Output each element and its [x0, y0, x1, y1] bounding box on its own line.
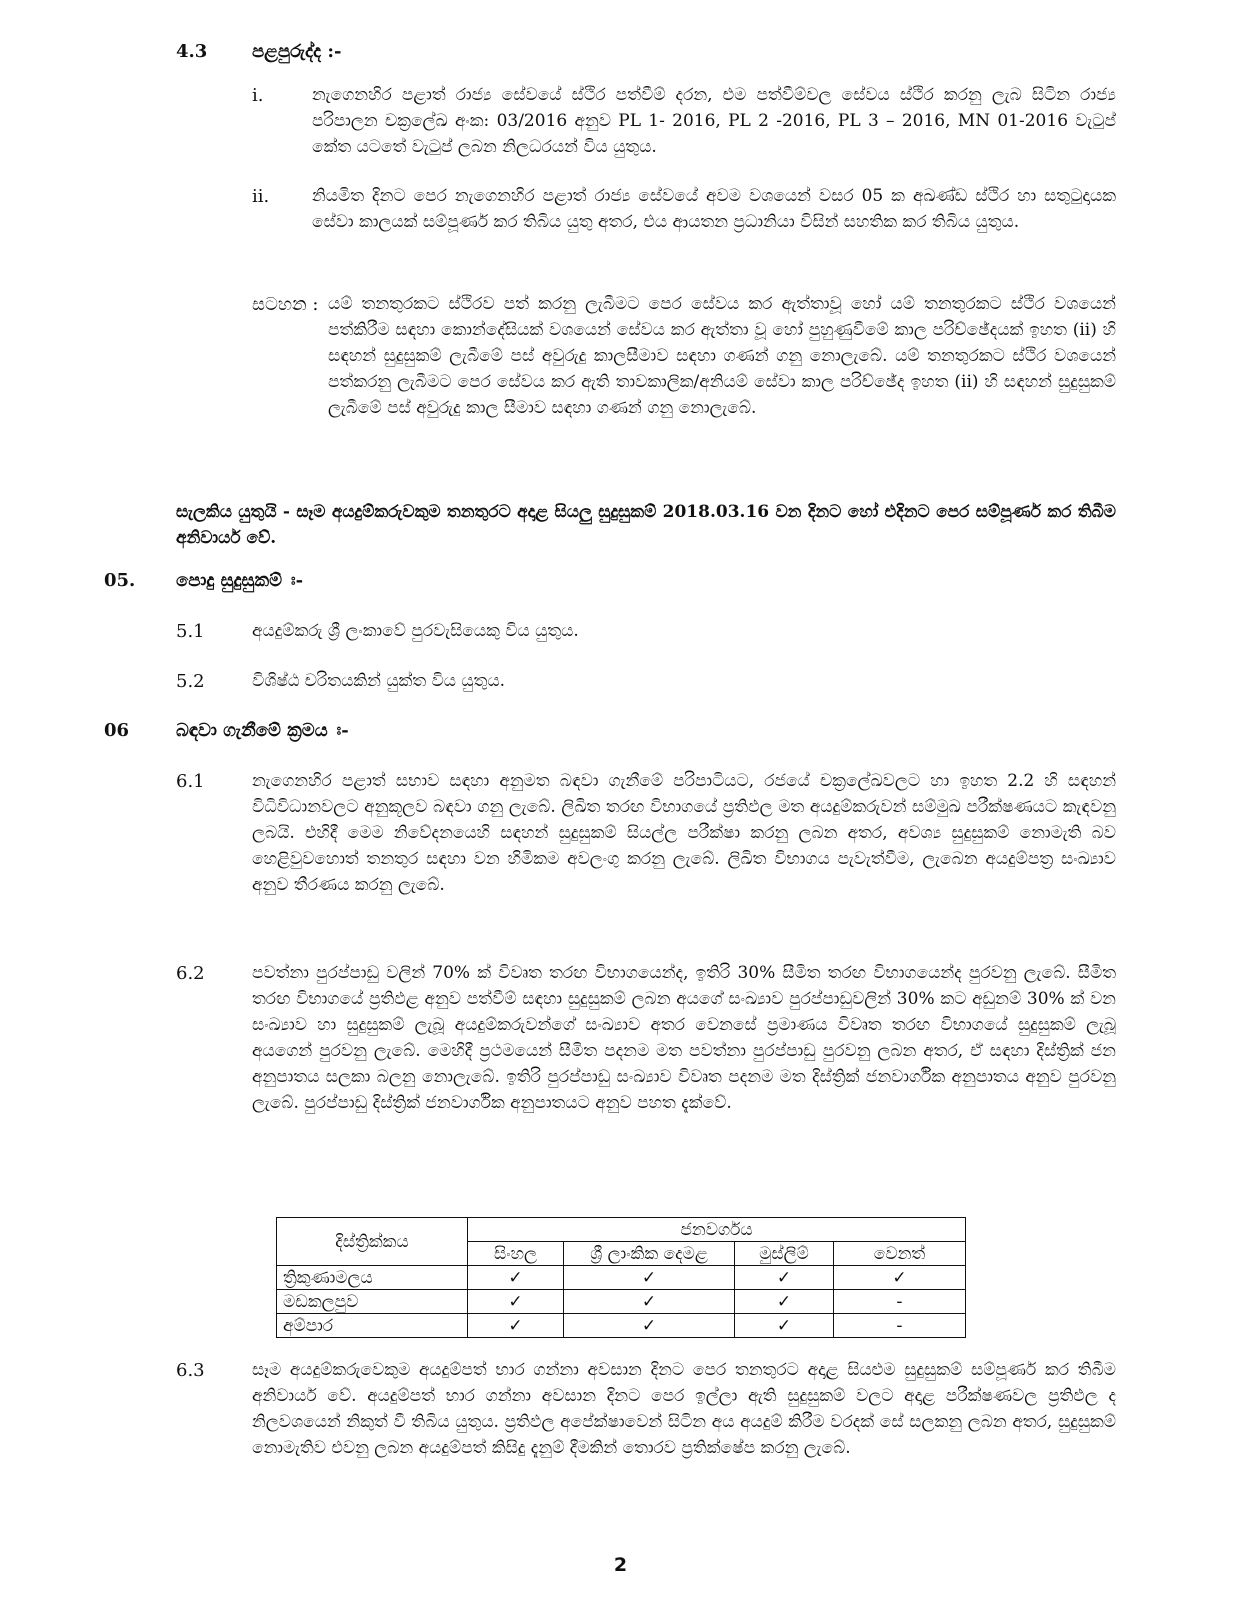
ethnicity-table: [276, 1217, 966, 1338]
ethnicity-group-header: ජනවර්ගය: [468, 1218, 966, 1242]
item-text: විශිෂ්ඨ චරිතයකින් යුක්ත විය යුතුය.: [252, 671, 506, 691]
notice-label: සැලකිය යුතුයි -: [176, 502, 290, 522]
table-cell: ✓: [468, 1290, 564, 1314]
item-text: නැගෙනහිර පළාත් රාජ්‍ය සේවයේ ස්ථිර පත්වීම් දරන, එම පත්වීම්වල සේවය ස්ථිර කරනු ලැබ සිටින රාජ්‍ය පරිපාලන චක්‍රලේඛ අංක: 03/2016 අනුව PL 1- 2016, PL 2 -2016, PL 3 – 2016, MN 01-2016 වැටුප් කේත යටතේ වැටුප් ලබන නිලධරයන් විය යුතුය.: [312, 85, 1116, 157]
district-cell: ත්‍රිකුණාමලය: [277, 1266, 468, 1290]
item-number: 6.1: [176, 771, 205, 792]
district-cell: අම්පාර: [277, 1314, 468, 1338]
table-cell: ✓: [735, 1314, 834, 1338]
column-header: ශ්‍රී ලාංකික දෙමළ: [564, 1242, 735, 1266]
table-cell: ✓: [564, 1290, 735, 1314]
column-header: වෙනත්: [834, 1242, 966, 1266]
section-title: පොදු සුදුසුකම් ඃ-: [176, 570, 304, 591]
note-label: සටහන :: [252, 294, 319, 315]
item-text: පවත්නා පුරප්පාඩු වලින් 70% ක් විවෘත තරඟ විභාගයෙන්ද, ඉතිරි 30% සීමිත තරඟ විභාගයෙන්ද පුරවනු ලැබේ. සීමිත තරඟ විභාගයේ ප්‍රතිඵළ අනුව පත්වීම් සඳහා සුදුසුකම් ලබන අයගේ සංඛ්‍යාව පුරප්පාඩුවලින් 30% කට අඩුනම් 30% ක් වන සංඛ්‍යාව හා සුදුසුකම් ලැබූ අයදුම්කරුවන්ගේ සංඛ්‍යාව අතර වෙනසේ ප්‍රමාණය විවෘත තරඟ විභාගයේ සුදුසුකම් ලැබූ අයගෙන් පුරවනු ලැබේ. මෙහිදී ප්‍රථමයෙන් සීමිත පදනම මත පවත්නා පුරප්පාඩු පුරවනු ලබන අතර, ඒ සඳහා දිස්ත්‍රික් ජන අනුපාතය සලකා බලනු නොලැබේ. ඉතිරි පුරප්පාඩු සංඛ්‍යාව විවෘත පදනම මත දිස්ත්‍රික් ජනවාර්ගික අනුපාතය අනුව පුරවනු ලැබේ. පුරප්පාඩු දිස්ත්‍රික් ජනවාර්ගික අනුපාතයට අනුව පහත දැක්වේ.: [252, 963, 1116, 1113]
table-row: [277, 1314, 966, 1338]
district-header: දිස්ත්‍රික්කය: [277, 1218, 468, 1266]
item-number: 5.2: [176, 671, 205, 692]
table-row: [277, 1266, 966, 1290]
table-cell: ✓: [735, 1266, 834, 1290]
column-header: සිංහල: [468, 1242, 564, 1266]
item-text: සෑම අයදුම්කරුවෙකුම අයදුම්පත් භාර ගන්නා අවසාන දිනට පෙර තනතුරට අදාළ සියළුම සුදුසුකම් සම්පූර්ණ කර තිබීම අනිවාර්ය වේ. අයදුම්පත් භාර ගන්නා අවසාන දිනට පෙර ඉල්ලා ඇති සුදුසුකම් වලට අදාළ පරීක්ෂණවල ප්‍රතිඵල ද නිලවශයෙන් නිකුත් වී තිබිය යුතුය. ප්‍රතිඵල අපේක්ෂාවෙන් සිටින අය අයදුම් කිරීම වරදක් සේ සලකනු ලබන අතර, සුදුසුකම් නොමැතිව එවනු ලබන අයදුම්පත් කිසිදු දැනුම් දීමකින් තොරව ප්‍රතික්ෂේප කරනු ලැබේ.: [252, 1360, 1116, 1458]
important-notice: [176, 499, 1116, 551]
page-number: 2: [613, 1554, 628, 1576]
section-number: 06: [104, 720, 130, 741]
table-cell: ✓: [735, 1290, 834, 1314]
note-text: යම් තනතුරකට ස්ථිරව පත් කරනු ලැබීමට පෙර සේවය කර ඇත්තාවූ හෝ යම් තනතුරකට ස්ථිර වශයෙන් පත්කිරීම සඳහා කොන්දේසියක් වශයෙන් සේවය කර ඇත්තා වූ හෝ පුහුණුවීමේ කාල පරිච්ඡේදයක් ඉහත (ii) හි සඳහන් සුදුසුකම් ලැබීමේ පස් අවුරුදු කාලසීමාව සඳහා ගණන් ගනු නොලැබේ. යම් තනතුරකට ස්ථිර වශයෙන් පත්කරනු ලැබීමට පෙර සේවය කර ඇති තාවකාලික/අනියම් සේවා කාල පරිච්ඡේද ඉහත (ii) හි සඳහන් සුදුසුකම් ලැබීමේ පස් අවුරුදු කාල සීමාව සඳහා ගණන් ගනු නොලැබේ.: [328, 294, 1116, 418]
notice-text: සෑම අයදුම්කරුවකුම තනතුරට අදාළ සියලු සුදුසුකම් 2018.03.16 වන දිනට හෝ එදිනට පෙර සම්පූර්ණ කර තිබීම අනිවාර්ය වේ.: [176, 502, 1117, 548]
column-header: මුස්ලිම්: [735, 1242, 834, 1266]
section-title: බඳවා ගැනීමේ ක්‍රමය ඃ-: [176, 720, 349, 741]
table-cell: ✓: [564, 1314, 735, 1338]
table-cell: ✓: [468, 1266, 564, 1290]
item-text: අයදුම්කරු ශ්‍රී ලංකාවේ පුරවැසියෙකු විය යුතුය.: [252, 621, 579, 641]
item-text: නැගෙනහිර පළාත් සභාව සඳහා අනුමත බඳවා ගැනීමේ පරිපාටියට, රජයේ චක්‍රලේඛවලට හා ඉහත 2.2 හි සඳහන් විධිවිධානවලට අනුකූලව බඳවා ගනු ලැබේ. ලිඛිත තරඟ විභාගයේ ප්‍රතිඵල මත අයදුම්කරුවන් සම්මුඛ පරීක්ෂණයට කැඳවනු ලබයි. එහිදී මෙම නිවේදනයෙහි සඳහන් සුදුසුකම් සියල්ල පරීක්ෂා කරනු ලබන අතර, අවශ්‍ය සුදුසුකම් නොමැති බව හෙළිවුවහොත් තනතුර සඳහා වන හිමිකම අවලංගු කරනු ලැබේ. ලිඛිත විභාගය පැවැත්වීම, ලැබෙන අයදුම්පත්‍ර සංඛ්‍යාව අනුව තීරණය කරනු ලැබේ.: [252, 771, 1116, 895]
section-number: 4.3: [176, 41, 208, 62]
table-cell: ✓: [564, 1266, 735, 1290]
item-number: 6.3: [176, 1360, 205, 1381]
district-cell: මඩකලපුව: [277, 1290, 468, 1314]
table-cell: ✓: [468, 1314, 564, 1338]
item-marker: i.: [252, 85, 264, 106]
table-cell: ✓: [834, 1266, 966, 1290]
table-cell: -: [834, 1314, 966, 1338]
table-cell: -: [834, 1290, 966, 1314]
item-text: නියමිත දිනට පෙර නැගෙනහිර පළාත් රාජ්‍ය සේවයේ අවම වශයෙන් වසර 05 ක අඛණ්ඩ ස්ථිර හා සතුටුදායක සේවා කාලයක් සම්පූර්ණ කර තිබිය යුතු අතර, එය ආයතන ප්‍රධානියා විසින් සහතික කර තිබිය යුතුය.: [312, 186, 1116, 232]
item-number: 6.2: [176, 963, 205, 984]
item-number: 5.1: [176, 621, 205, 642]
section-title: පළපුරුද්ද :-: [252, 41, 342, 62]
table-row: [277, 1290, 966, 1314]
section-number: 05.: [104, 570, 136, 591]
item-marker: ii.: [252, 186, 270, 207]
